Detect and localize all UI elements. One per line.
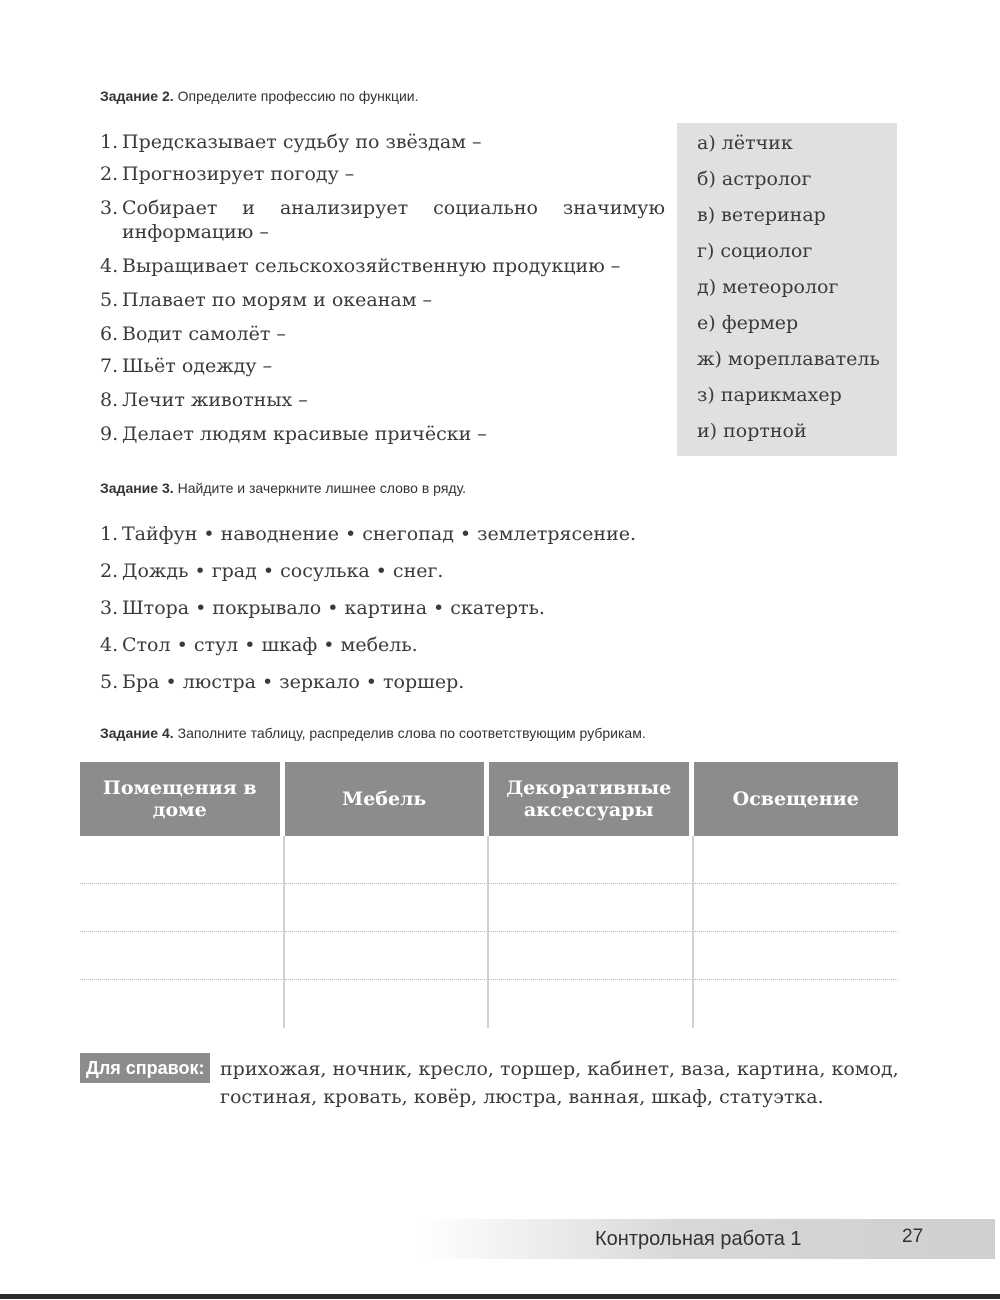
list-item: 4. Выращивает сельскохозяйственную продукцию – (100, 255, 621, 277)
table-cell[interactable] (80, 980, 285, 1028)
list-item: 3. Штора • покрывало • картина • скатерть. (100, 597, 545, 619)
table-cell[interactable] (80, 932, 285, 980)
table-cell[interactable] (285, 980, 490, 1028)
task2-list (100, 130, 665, 454)
table-row (80, 836, 898, 884)
bottom-rule (0, 1294, 1000, 1299)
list-item: 8. Лечит животных – (100, 389, 308, 411)
task4-heading (100, 725, 646, 741)
task3-label: Задание 3. (100, 480, 174, 496)
table-row (80, 932, 898, 980)
answer-option: и) портной (697, 420, 807, 442)
task4-instruction: Заполните таблицу, распределив слова по соответствующим рубрикам. (177, 725, 646, 741)
table-cell[interactable] (694, 836, 899, 884)
list-item: 7. Шьёт одежду – (100, 355, 273, 377)
answer-option: б) астролог (697, 168, 812, 190)
column-header: Освещение (694, 762, 899, 836)
task4-table (80, 762, 898, 1028)
task3-heading (100, 480, 466, 496)
table-cell[interactable] (80, 836, 285, 884)
page-number: 27 (902, 1226, 924, 1247)
list-item: 3. Собирает и анализирует социально значимую информацию – (100, 197, 665, 243)
table-cell[interactable] (80, 884, 285, 932)
table-cell[interactable] (694, 932, 899, 980)
table-row (80, 884, 898, 932)
task4-label: Задание 4. (100, 725, 174, 741)
column-header: Декоративные аксессуары (489, 762, 694, 836)
answer-option: е) фермер (697, 312, 799, 334)
reference-words: прихожая, ночник, кресло, торшер, кабинет, ваза, картина, комод, гостиная, кровать, ковёр, люстра, ванная, шкаф, статуэтка. (220, 1058, 899, 1108)
answer-option: ж) мореплаватель (697, 348, 880, 370)
list-item: 1. Тайфун • наводнение • снегопад • землетрясение. (100, 523, 637, 545)
table-cell[interactable] (489, 980, 694, 1028)
task3-instruction: Найдите и зачеркните лишнее слово в ряду. (177, 480, 467, 496)
list-item: 5. Бра • люстра • зеркало • торшер. (100, 671, 465, 693)
table-cell[interactable] (489, 884, 694, 932)
table-cell[interactable] (285, 836, 490, 884)
table-cell[interactable] (285, 884, 490, 932)
list-item: 1. Предсказывает судьбу по звёздам – (100, 131, 482, 153)
list-item: 6. Водит самолёт – (100, 323, 286, 345)
task2-answers-box (677, 123, 897, 456)
table-cell[interactable] (694, 884, 899, 932)
column-header: Помещения в доме (80, 762, 285, 836)
answer-option: з) парикмахер (697, 384, 842, 406)
table-cell[interactable] (285, 932, 490, 980)
list-item: 2. Прогнозирует погоду – (100, 163, 355, 185)
list-item: 9. Делает людям красивые причёски – (100, 423, 487, 445)
answer-option: д) метеоролог (697, 276, 839, 298)
list-item: 4. Стол • стул • шкаф • мебель. (100, 634, 418, 656)
table-cell[interactable] (489, 836, 694, 884)
table-row (80, 980, 898, 1028)
answer-option: в) ветеринар (697, 204, 826, 226)
task2-heading (100, 88, 419, 104)
table-cell[interactable] (694, 980, 899, 1028)
task3-list (100, 522, 800, 707)
answer-option: г) социолог (697, 240, 813, 262)
task2-instruction: Определите профессию по функции. (177, 88, 419, 104)
reference-label: Для справок: (80, 1053, 210, 1083)
answer-option: а) лётчик (697, 132, 793, 154)
list-item: 2. Дождь • град • сосулька • снег. (100, 560, 444, 582)
footer-title: Контрольная работа 1 (595, 1228, 802, 1250)
list-item: 5. Плавает по морям и океанам – (100, 289, 433, 311)
column-header: Мебель (285, 762, 490, 836)
table-cell[interactable] (489, 932, 694, 980)
task2-label: Задание 2. (100, 88, 174, 104)
